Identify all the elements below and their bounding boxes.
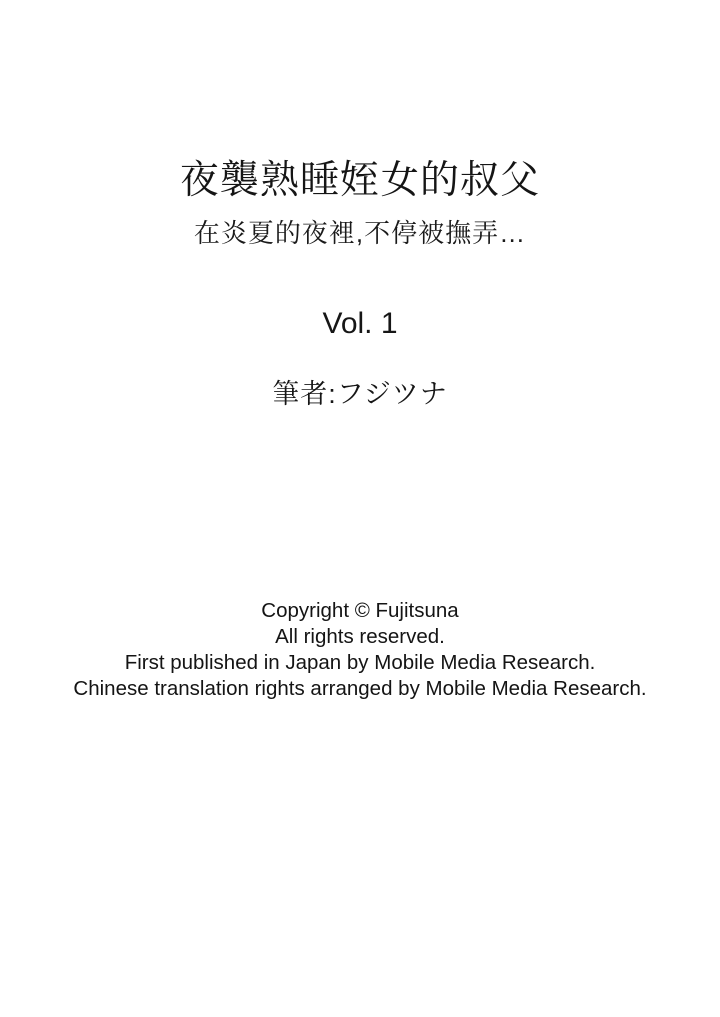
author-line: 筆者:フジツナ [272,379,448,409]
copyright-line-publisher: First published in Japan by Mobile Media Research. [124,651,596,674]
series-subtitle: 在炎夏的夜裡,不停被撫弄… [193,218,527,248]
copyright-block [0,598,720,702]
copyright-line-holder: Copyright © Fujitsuna [261,599,459,622]
copyright-line-rights: All rights reserved. [275,625,445,648]
volume-label: Vol. 1 [322,307,398,340]
copyright-line-translation: Chinese translation rights arranged by Mobile Media Research. [73,677,647,700]
series-title: 夜襲熟睡姪女的叔父 [179,159,540,202]
